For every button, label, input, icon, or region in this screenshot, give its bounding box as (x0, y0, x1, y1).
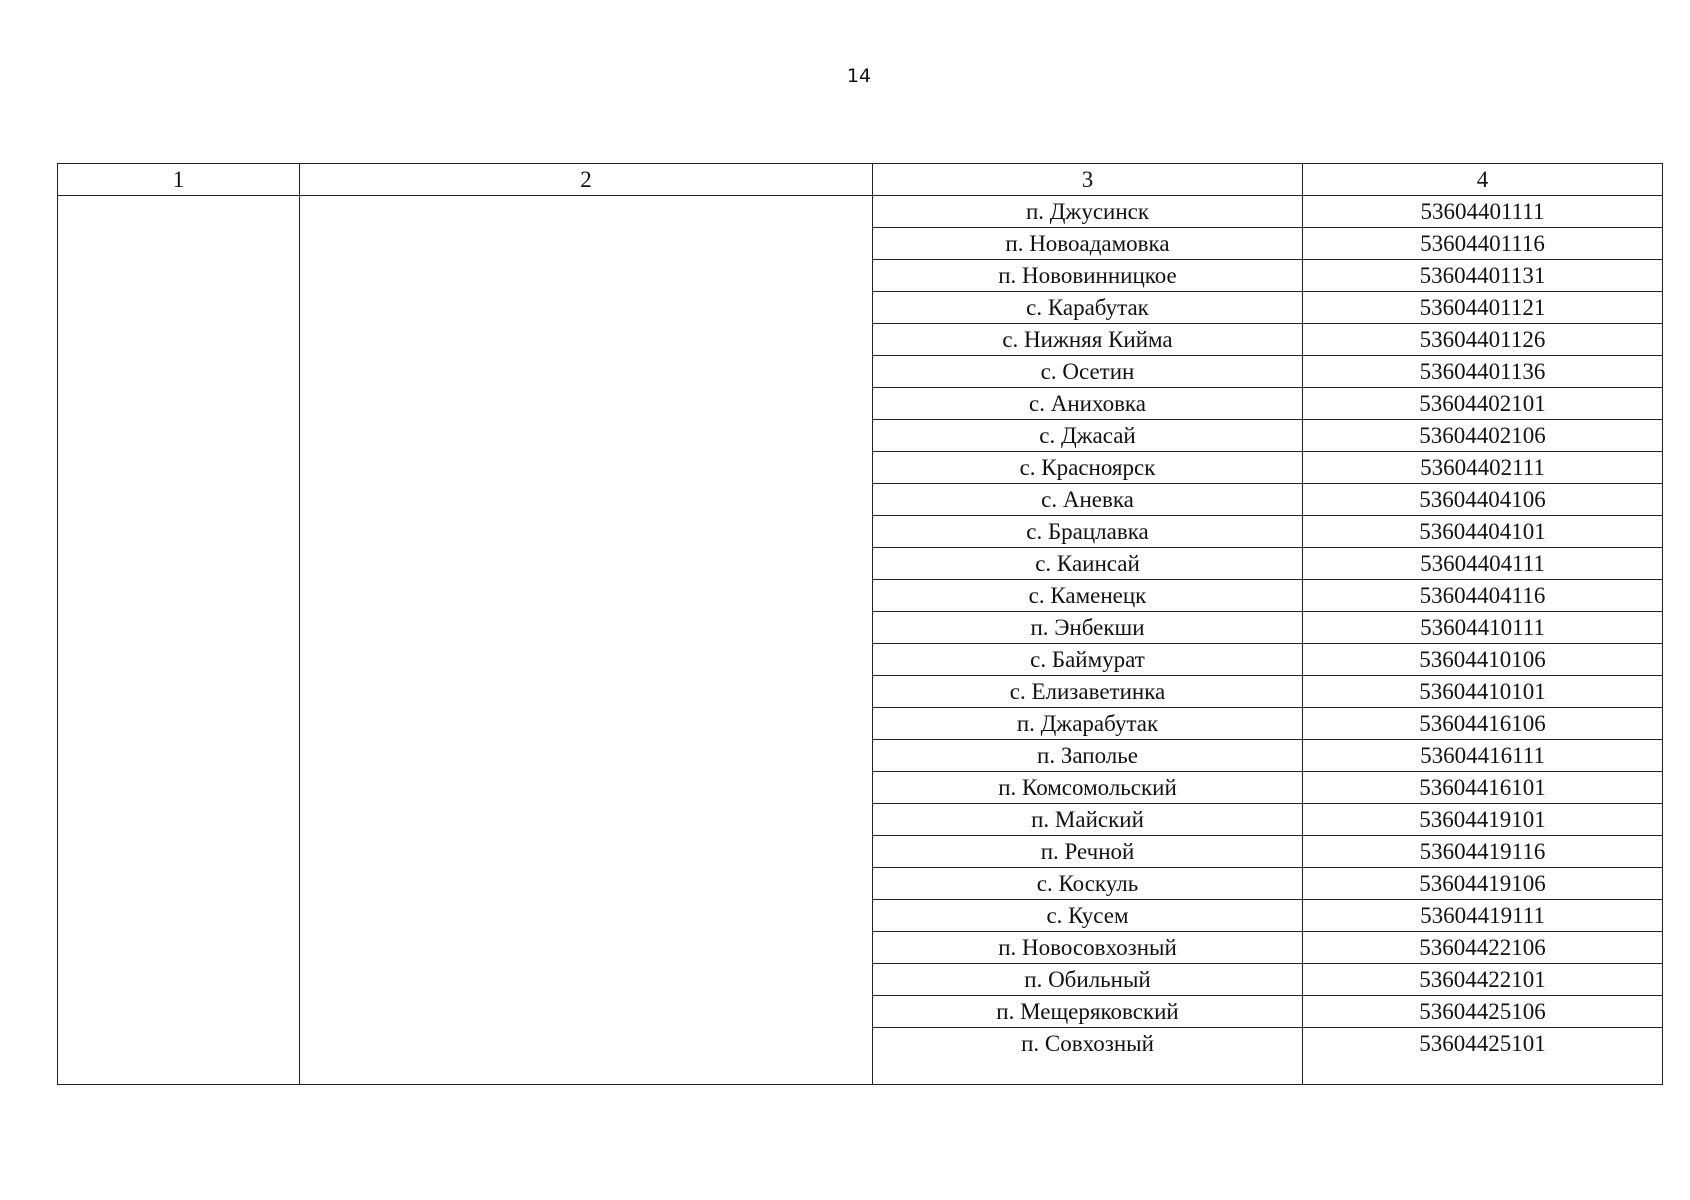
settlement-code-cell: 53604419101 (1303, 804, 1663, 836)
settlement-code-cell: 53604401111 (1303, 196, 1663, 228)
column-header-3: 3 (873, 164, 1303, 196)
settlement-name-cell: с. Коскуль (873, 868, 1303, 900)
settlement-code-cell: 53604402111 (1303, 452, 1663, 484)
settlement-code-cell: 53604422106 (1303, 932, 1663, 964)
settlement-name-cell: с. Осетин (873, 356, 1303, 388)
page-number: 14 (846, 65, 872, 87)
settlement-name-cell: с. Брацлавка (873, 516, 1303, 548)
settlement-name-cell: п. Энбекши (873, 612, 1303, 644)
settlement-name-cell: с. Каменецк (873, 580, 1303, 612)
settlement-name-cell: с. Карабутак (873, 292, 1303, 324)
settlement-code-cell: 53604404116 (1303, 580, 1663, 612)
settlement-name-cell: с. Аниховка (873, 388, 1303, 420)
settlement-name-cell: п. Майский (873, 804, 1303, 836)
settlement-code-cell: 53604416111 (1303, 740, 1663, 772)
column-2-cell (300, 196, 873, 1085)
settlement-code-cell: 53604419111 (1303, 900, 1663, 932)
settlement-code-cell: 53604404101 (1303, 516, 1663, 548)
table-header-row (58, 164, 1663, 196)
settlement-name-cell: с. Красноярск (873, 452, 1303, 484)
settlement-code-cell: 53604419106 (1303, 868, 1663, 900)
settlement-name-cell: с. Кусем (873, 900, 1303, 932)
settlement-code-cell: 53604422101 (1303, 964, 1663, 996)
settlement-code-cell: 53604401116 (1303, 228, 1663, 260)
settlement-name-cell: п. Нововинницкое (873, 260, 1303, 292)
settlement-name-cell: п. Заполье (873, 740, 1303, 772)
settlement-name-cell: с. Каинсай (873, 548, 1303, 580)
settlement-name-cell: п. Новосовхозный (873, 932, 1303, 964)
settlement-name-cell: п. Джарабутак (873, 708, 1303, 740)
settlement-name-cell: п. Мещеряковский (873, 996, 1303, 1028)
settlement-code-cell: 53604425106 (1303, 996, 1663, 1028)
column-header-2: 2 (300, 164, 873, 196)
settlement-code-cell: 53604419116 (1303, 836, 1663, 868)
settlement-code-cell: 53604410106 (1303, 644, 1663, 676)
table-row (58, 196, 1663, 228)
settlement-name-cell: с. Нижняя Кийма (873, 324, 1303, 356)
settlement-name-cell: п. Обильный (873, 964, 1303, 996)
settlement-code-cell: 53604401121 (1303, 292, 1663, 324)
settlement-code-cell: 53604410111 (1303, 612, 1663, 644)
column-header-4: 4 (1303, 164, 1663, 196)
settlement-code-cell: 53604401136 (1303, 356, 1663, 388)
settlement-code-cell: 53604410101 (1303, 676, 1663, 708)
settlement-name-cell: п. Совхозный (873, 1028, 1303, 1085)
settlements-table (57, 163, 1663, 1085)
settlement-code-cell: 53604401131 (1303, 260, 1663, 292)
settlement-code-cell: 53604401126 (1303, 324, 1663, 356)
table-body (58, 196, 1663, 1085)
settlement-name-cell: с. Аневка (873, 484, 1303, 516)
settlement-name-cell: п. Джусинск (873, 196, 1303, 228)
settlement-name-cell: с. Джасай (873, 420, 1303, 452)
column-1-cell (58, 196, 300, 1085)
settlement-name-cell: п. Новоадамовка (873, 228, 1303, 260)
settlement-code-cell: 53604402101 (1303, 388, 1663, 420)
settlement-name-cell: с. Баймурат (873, 644, 1303, 676)
settlement-code-cell: 53604416101 (1303, 772, 1663, 804)
settlement-code-cell: 53604404106 (1303, 484, 1663, 516)
settlement-name-cell: п. Речной (873, 836, 1303, 868)
settlement-code-cell: 53604425101 (1303, 1028, 1663, 1085)
settlement-code-cell: 53604402106 (1303, 420, 1663, 452)
column-header-1: 1 (58, 164, 300, 196)
settlement-code-cell: 53604404111 (1303, 548, 1663, 580)
settlement-code-cell: 53604416106 (1303, 708, 1663, 740)
settlement-name-cell: с. Елизаветинка (873, 676, 1303, 708)
settlement-name-cell: п. Комсомольский (873, 772, 1303, 804)
